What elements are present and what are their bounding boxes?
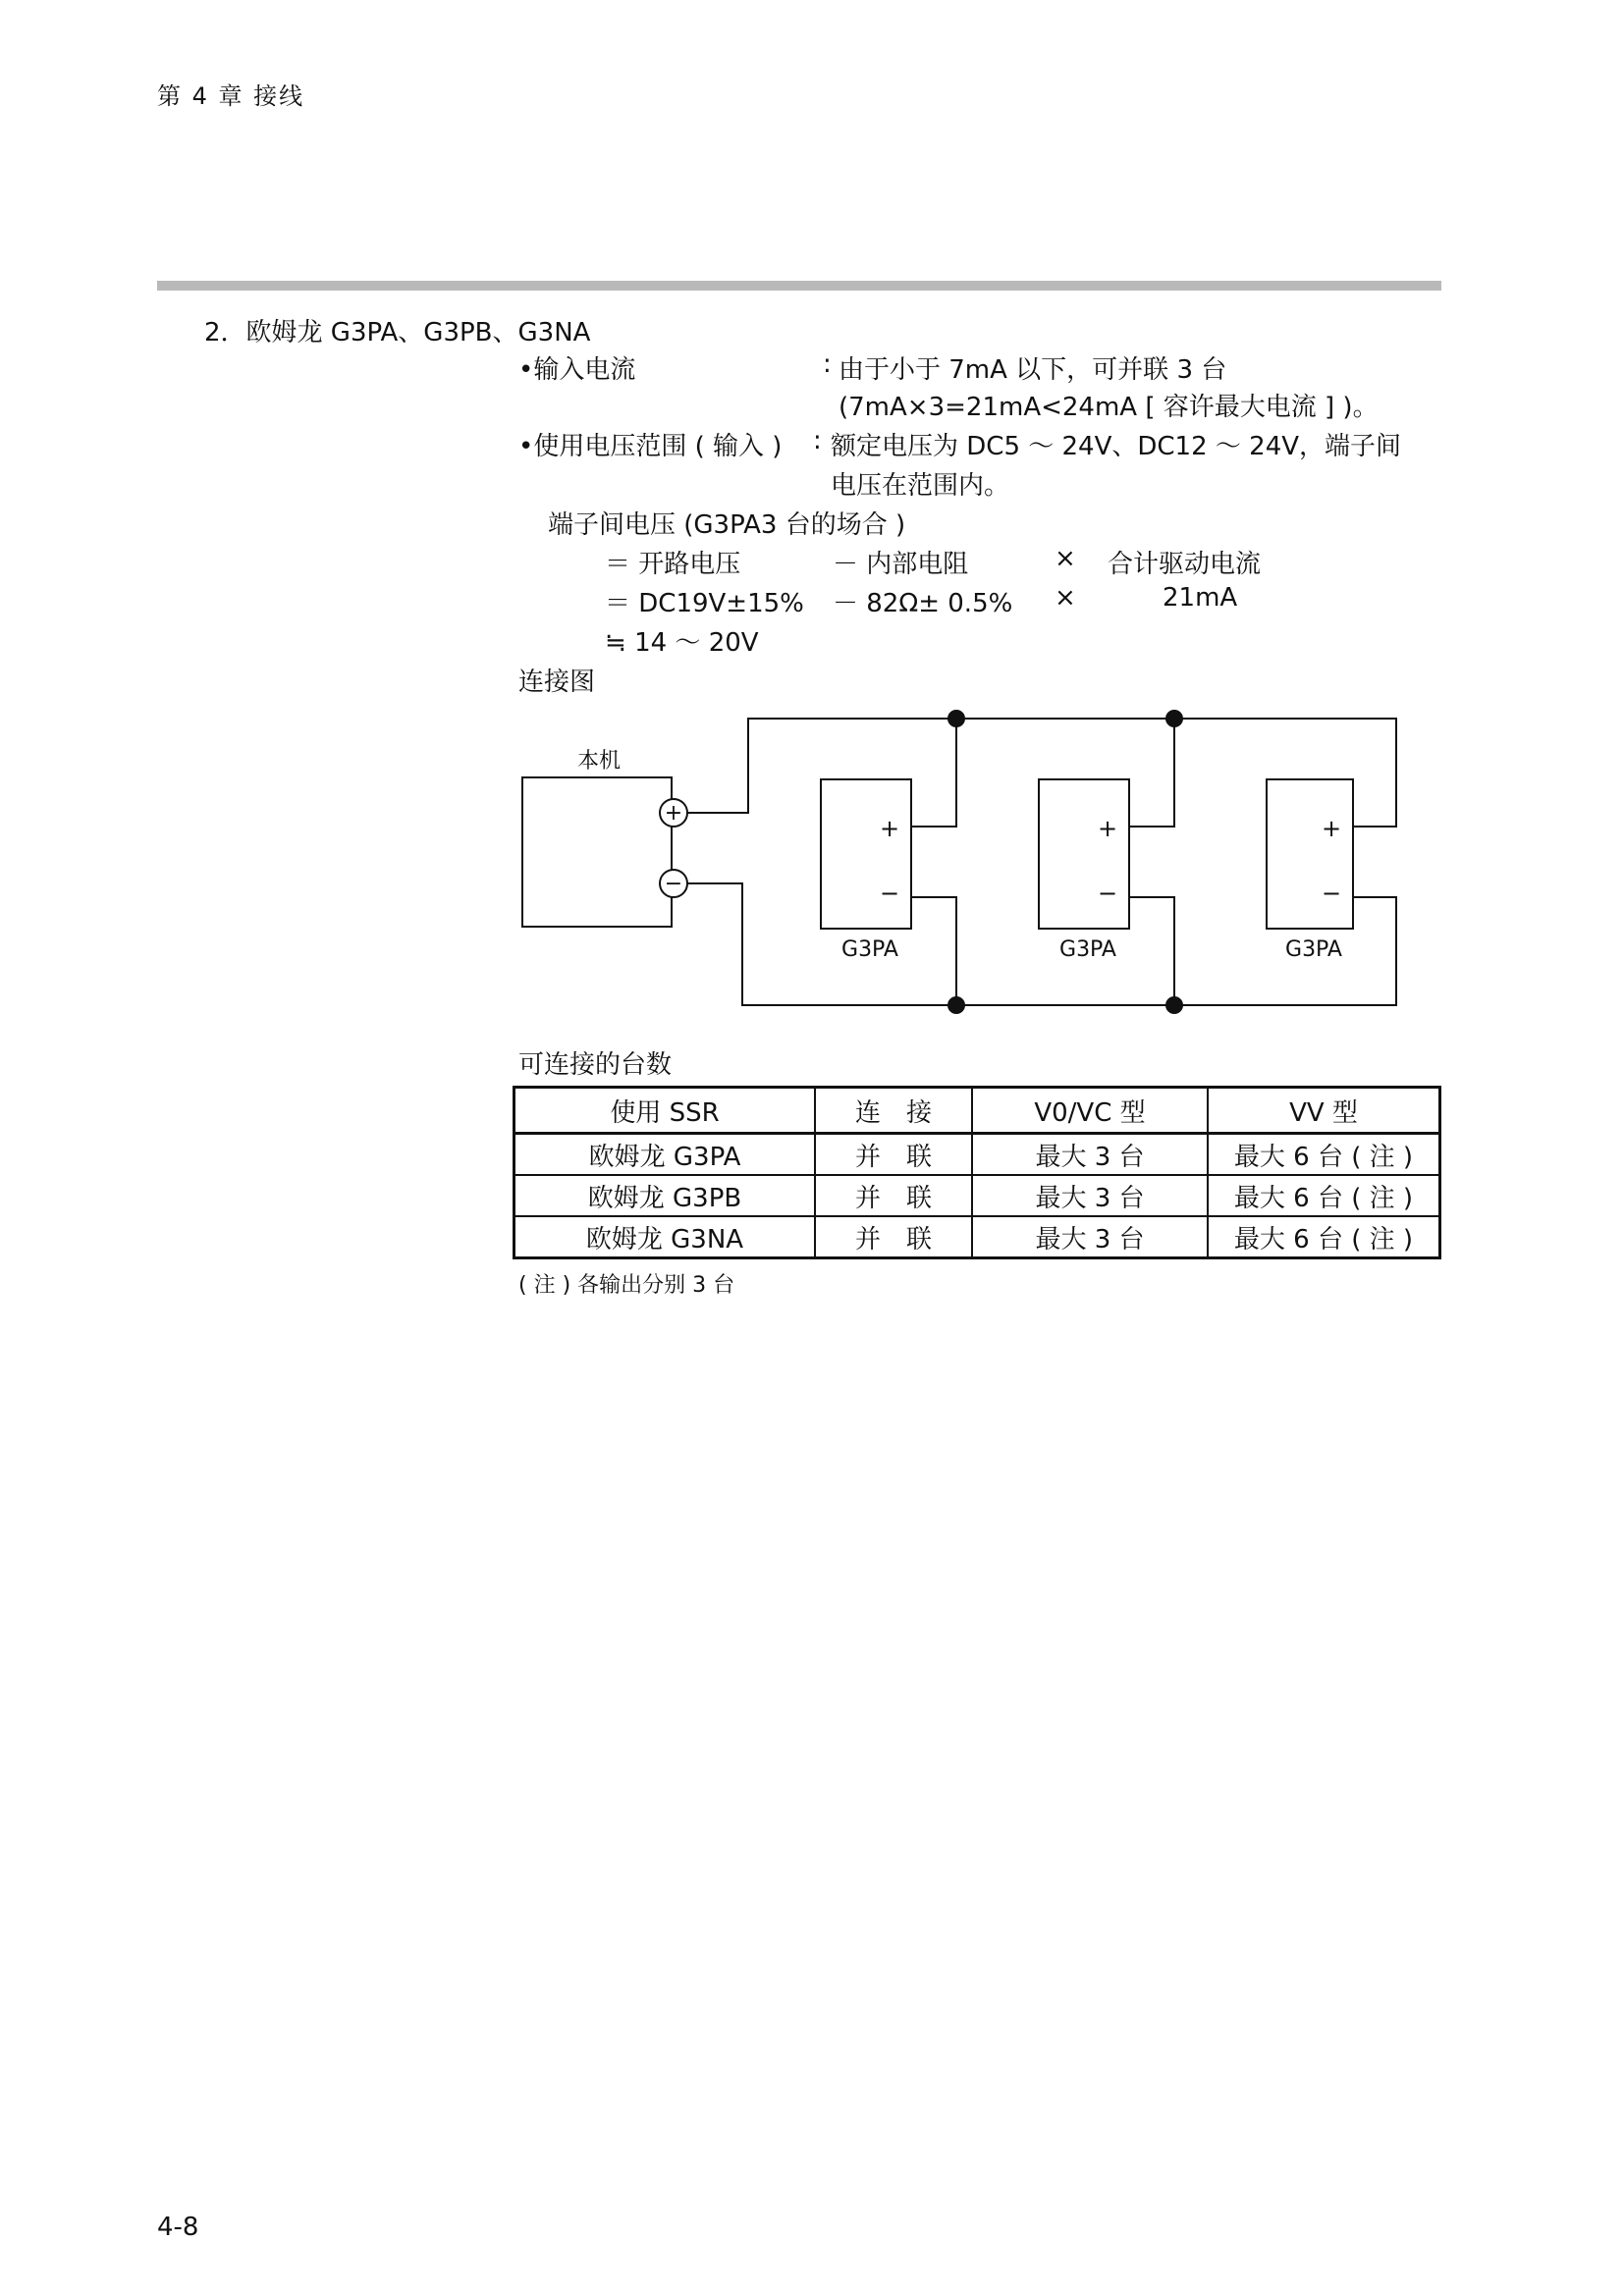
- cell: 并 联: [815, 1216, 972, 1258]
- input-current-label: •输入电流: [518, 355, 636, 385]
- input-current-sep: :: [823, 349, 832, 379]
- cell: 欧姆龙 G3NA: [514, 1216, 816, 1258]
- header-ssr: 使用 SSR: [514, 1088, 816, 1134]
- ssr2-label: G3PA: [1059, 937, 1116, 962]
- ssr2-minus: −: [1097, 880, 1118, 907]
- cell: 欧姆龙 G3PB: [514, 1175, 816, 1216]
- ssr1-minus: −: [879, 880, 900, 907]
- cell: 最大 6 台 ( 注 ): [1208, 1134, 1440, 1176]
- voltage-range-sep: :: [813, 426, 822, 455]
- main-unit-label: 本机: [577, 749, 622, 774]
- table-header-row: [514, 1088, 1440, 1134]
- formula-row2-col4: 21mA: [1163, 583, 1238, 613]
- voltage-range-line2: 电压在范围内。: [831, 471, 1010, 501]
- table-row: [514, 1175, 1440, 1216]
- table-note: ( 注 ) 各输出分别 3 台: [518, 1273, 735, 1298]
- header-connection: 连 接: [815, 1088, 972, 1134]
- chapter-header: 第 4 章 接线: [157, 82, 305, 110]
- diagram-title: 连接图: [518, 667, 596, 697]
- cell: 并 联: [815, 1175, 972, 1216]
- ssr3-plus: +: [1321, 815, 1342, 842]
- formula-row1-col4: 合计驱动电流: [1108, 550, 1262, 579]
- ssr-table: [513, 1086, 1441, 1259]
- formula-row2-col2: － 82Ω± 0.5%: [833, 589, 1013, 618]
- formula-row1-col3: ×: [1055, 544, 1076, 573]
- header-vv: VV 型: [1208, 1088, 1440, 1134]
- junction-dot: [1165, 710, 1183, 727]
- formula-row2-col1: ＝ DC19V±15%: [605, 589, 804, 618]
- voltage-range-label: •使用电压范围 ( 输入 ): [518, 432, 783, 461]
- section-divider: [157, 281, 1441, 291]
- input-current-line1: 由于小于 7mA 以下，可并联 3 台: [839, 355, 1227, 385]
- junction-dot: [947, 710, 965, 727]
- formula-row3: ≒ 14 ～ 20V: [605, 628, 759, 658]
- section-title: 2．欧姆龙 G3PA、G3PB、G3NA: [204, 318, 591, 347]
- header-v0vc: V0/VC 型: [972, 1088, 1208, 1134]
- cell: 最大 3 台: [972, 1134, 1208, 1176]
- cell: 最大 6 台 ( 注 ): [1208, 1216, 1440, 1258]
- main-unit-box: [522, 777, 672, 927]
- table-title: 可连接的台数: [518, 1050, 673, 1080]
- cell: 欧姆龙 G3PA: [514, 1134, 816, 1176]
- cell: 最大 3 台: [972, 1175, 1208, 1216]
- input-current-line2: (7mA×3=21mA<24mA [ 容许最大电流 ] )。: [839, 393, 1379, 422]
- table-row: [514, 1134, 1440, 1176]
- terminal-voltage-title: 端子间电压 (G3PA3 台的场合 ): [548, 510, 906, 540]
- ssr3-minus: −: [1321, 880, 1342, 907]
- cell: 最大 3 台: [972, 1216, 1208, 1258]
- formula-row1-col2: － 内部电阻: [833, 550, 969, 579]
- junction-dot: [947, 996, 965, 1014]
- cell: 最大 6 台 ( 注 ): [1208, 1175, 1440, 1216]
- junction-dot: [1165, 996, 1183, 1014]
- ssr1-plus: +: [879, 815, 900, 842]
- formula-row1-col1: ＝ 开路电压: [605, 550, 741, 579]
- voltage-range-line1: 额定电压为 DC5 ～ 24V、DC12 ～ 24V，端子间: [831, 432, 1402, 461]
- wiring-diagram: [511, 699, 1414, 1033]
- ssr2-plus: +: [1097, 815, 1118, 842]
- formula-row2-col3: ×: [1055, 583, 1076, 613]
- cell: 并 联: [815, 1134, 972, 1176]
- plus-terminal-label: +: [664, 801, 683, 826]
- page-number: 4-8: [157, 2213, 199, 2242]
- ssr3-label: G3PA: [1285, 937, 1342, 962]
- ssr1-label: G3PA: [841, 937, 898, 962]
- minus-terminal-label: −: [664, 872, 683, 896]
- table-row: [514, 1216, 1440, 1258]
